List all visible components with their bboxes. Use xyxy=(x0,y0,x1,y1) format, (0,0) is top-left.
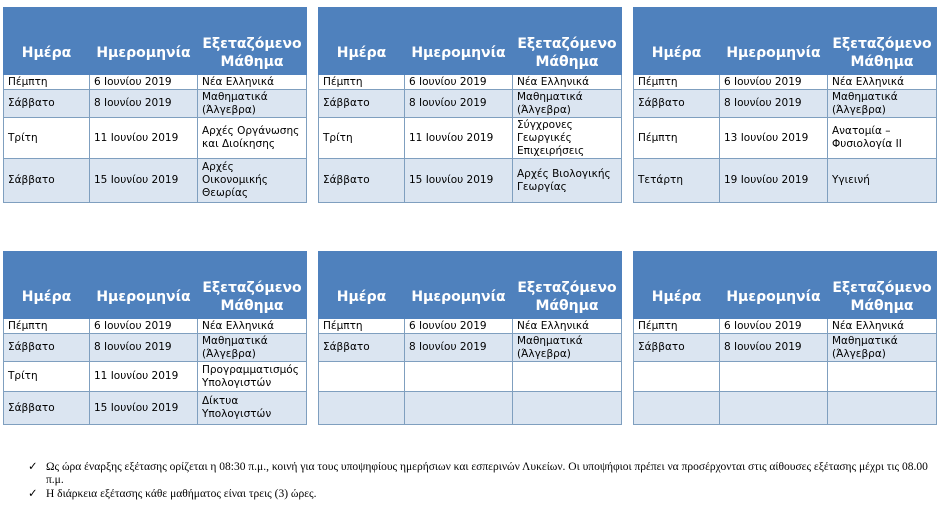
cell-date: 8 Ιουνίου 2019 xyxy=(405,334,513,362)
cell-date: 6 Ιουνίου 2019 xyxy=(405,75,513,90)
cell-day: Τρίτη xyxy=(319,118,405,159)
table-top-band xyxy=(634,8,937,32)
table-row xyxy=(4,362,307,392)
cell-day: Πέμπτη xyxy=(634,75,720,90)
cell-subject: Νέα Ελληνικά xyxy=(513,319,622,334)
cell-subject: Νέα Ελληνικά xyxy=(513,75,622,90)
table-row xyxy=(4,118,307,159)
column-header-subject: Εξεταζόμενο Μάθημα xyxy=(198,276,307,319)
cell-date: 11 Ιουνίου 2019 xyxy=(405,118,513,159)
cell-subject: Σύγχρονες Γεωργικές Επιχειρήσεις xyxy=(513,118,622,159)
cell-subject: Ανατομία – Φυσιολογία ΙΙ xyxy=(828,118,937,159)
table-top-band xyxy=(319,252,622,276)
cell-date xyxy=(405,392,513,425)
table-top-band xyxy=(319,8,622,32)
table-header-row xyxy=(634,276,937,319)
cell-date: 6 Ιουνίου 2019 xyxy=(90,319,198,334)
table-row xyxy=(634,75,937,90)
cell-day: Τρίτη xyxy=(4,118,90,159)
column-header-day: Ημέρα xyxy=(4,32,90,75)
cell-date: 15 Ιουνίου 2019 xyxy=(90,392,198,425)
table-row xyxy=(4,392,307,425)
cell-date: 6 Ιουνίου 2019 xyxy=(405,319,513,334)
cell-day: Τετάρτη xyxy=(634,159,720,203)
cell-subject: Αρχές Οργάνωσης και Διοίκησης xyxy=(198,118,307,159)
cell-date: 11 Ιουνίου 2019 xyxy=(90,362,198,392)
cell-date: 11 Ιουνίου 2019 xyxy=(90,118,198,159)
column-header-subject: Εξεταζόμενο Μάθημα xyxy=(828,32,937,75)
table-top-band xyxy=(4,252,307,276)
table-row xyxy=(634,392,937,425)
cell-subject: Υγιεινή xyxy=(828,159,937,203)
cell-date: 13 Ιουνίου 2019 xyxy=(720,118,828,159)
column-header-subject: Εξεταζόμενο Μάθημα xyxy=(513,32,622,75)
cell-day: Σάββατο xyxy=(4,90,90,118)
cell-day xyxy=(319,362,405,392)
table-top-band xyxy=(4,8,307,32)
cell-date: 8 Ιουνίου 2019 xyxy=(405,90,513,118)
cell-date: 8 Ιουνίου 2019 xyxy=(90,90,198,118)
column-header-date: Ημερομηνία xyxy=(90,32,198,75)
table-row xyxy=(319,334,622,362)
cell-date: 8 Ιουνίου 2019 xyxy=(720,90,828,118)
cell-day xyxy=(319,392,405,425)
cell-subject: Νέα Ελληνικά xyxy=(198,75,307,90)
cell-date: 6 Ιουνίου 2019 xyxy=(720,319,828,334)
cell-subject: Αρχές Βιολογικής Γεωργίας xyxy=(513,159,622,203)
cell-day: Τρίτη xyxy=(4,362,90,392)
checkmark-icon: ✓ xyxy=(28,488,38,500)
cell-date: 8 Ιουνίου 2019 xyxy=(90,334,198,362)
cell-date: 8 Ιουνίου 2019 xyxy=(720,334,828,362)
cell-day: Πέμπτη xyxy=(319,319,405,334)
cell-day: Σάββατο xyxy=(319,90,405,118)
table-row xyxy=(634,362,937,392)
note-item xyxy=(28,488,933,501)
table-row xyxy=(319,392,622,425)
cell-day: Σάββατο xyxy=(4,159,90,203)
table-top-band xyxy=(634,252,937,276)
cell-day: Σάββατο xyxy=(4,392,90,425)
cell-subject: Μαθηματικά (Άλγεβρα) xyxy=(828,90,937,118)
note-item xyxy=(28,461,933,487)
column-header-date: Ημερομηνία xyxy=(405,276,513,319)
table-row xyxy=(4,90,307,118)
cell-subject: Μαθηματικά (Άλγεβρα) xyxy=(513,334,622,362)
column-header-day: Ημέρα xyxy=(319,32,405,75)
cell-day: Σάββατο xyxy=(4,334,90,362)
cell-subject: Μαθηματικά (Άλγεβρα) xyxy=(198,334,307,362)
column-header-date: Ημερομηνία xyxy=(90,276,198,319)
table-row xyxy=(634,90,937,118)
table-row xyxy=(319,118,622,159)
cell-subject: Μαθηματικά (Άλγεβρα) xyxy=(198,90,307,118)
cell-date: 15 Ιουνίου 2019 xyxy=(405,159,513,203)
cell-date xyxy=(720,392,828,425)
cell-day xyxy=(634,362,720,392)
table-row xyxy=(319,362,622,392)
table-row xyxy=(634,334,937,362)
cell-date xyxy=(405,362,513,392)
cell-subject xyxy=(513,362,622,392)
cell-day: Σάββατο xyxy=(634,334,720,362)
cell-day: Πέμπτη xyxy=(634,118,720,159)
table-row xyxy=(634,159,937,203)
cell-date: 15 Ιουνίου 2019 xyxy=(90,159,198,203)
table-row xyxy=(319,319,622,334)
column-header-day: Ημέρα xyxy=(319,276,405,319)
column-header-subject: Εξεταζόμενο Μάθημα xyxy=(513,276,622,319)
cell-subject: Μαθηματικά (Άλγεβρα) xyxy=(513,90,622,118)
table-header-row xyxy=(4,276,307,319)
column-header-subject: Εξεταζόμενο Μάθημα xyxy=(198,32,307,75)
table-row xyxy=(634,319,937,334)
table-row xyxy=(4,334,307,362)
cell-subject: Μαθηματικά (Άλγεβρα) xyxy=(828,334,937,362)
note-text: Ως ώρα έναρξης εξέτασης ορίζεται η 08:30 π.μ., κοινή για τους υποψηφίους ημερήσιων και εσπερινών Λυκείων. Οι υποψήφιοι πρέπει να προσέρχονται στις αίθουσες εξέτασης μέχρι τις 08.00 π.μ. xyxy=(46,461,928,486)
exam-schedule-table-5 xyxy=(318,251,622,425)
cell-subject: Δίκτυα Υπολογιστών xyxy=(198,392,307,425)
cell-date: 6 Ιουνίου 2019 xyxy=(90,75,198,90)
cell-subject xyxy=(828,362,937,392)
cell-day: Σάββατο xyxy=(319,334,405,362)
checkmark-icon: ✓ xyxy=(28,461,38,473)
column-header-day: Ημέρα xyxy=(634,32,720,75)
column-header-date: Ημερομηνία xyxy=(405,32,513,75)
cell-day: Σάββατο xyxy=(634,90,720,118)
cell-subject xyxy=(513,392,622,425)
column-header-day: Ημέρα xyxy=(4,276,90,319)
table-row xyxy=(319,75,622,90)
cell-subject: Νέα Ελληνικά xyxy=(198,319,307,334)
cell-day: Πέμπτη xyxy=(4,75,90,90)
notes-section xyxy=(28,461,933,502)
cell-subject: Αρχές Οικονομικής Θεωρίας xyxy=(198,159,307,203)
column-header-subject: Εξεταζόμενο Μάθημα xyxy=(828,276,937,319)
exam-schedule-table-2 xyxy=(318,7,622,203)
table-row xyxy=(4,75,307,90)
cell-day: Σάββατο xyxy=(319,159,405,203)
cell-subject: Νέα Ελληνικά xyxy=(828,319,937,334)
note-text: Η διάρκεια εξέτασης κάθε μαθήματος είναι τρεις (3) ώρες. xyxy=(46,488,317,500)
cell-date: 19 Ιουνίου 2019 xyxy=(720,159,828,203)
cell-day xyxy=(634,392,720,425)
table-header-row xyxy=(634,32,937,75)
exam-schedule-table-6 xyxy=(633,251,937,425)
cell-date: 6 Ιουνίου 2019 xyxy=(720,75,828,90)
cell-day: Πέμπτη xyxy=(634,319,720,334)
cell-day: Πέμπτη xyxy=(319,75,405,90)
exam-schedule-table-1 xyxy=(3,7,307,203)
exam-schedule-table-4 xyxy=(3,251,307,425)
table-row xyxy=(4,159,307,203)
table-row xyxy=(4,319,307,334)
cell-date xyxy=(720,362,828,392)
cell-subject xyxy=(828,392,937,425)
column-header-day: Ημέρα xyxy=(634,276,720,319)
cell-subject: Νέα Ελληνικά xyxy=(828,75,937,90)
table-row xyxy=(634,118,937,159)
exam-schedule-table-3 xyxy=(633,7,937,203)
column-header-date: Ημερομηνία xyxy=(720,276,828,319)
table-header-row xyxy=(4,32,307,75)
table-row xyxy=(319,159,622,203)
cell-subject: Προγραμματισμός Υπολογιστών xyxy=(198,362,307,392)
cell-day: Πέμπτη xyxy=(4,319,90,334)
column-header-date: Ημερομηνία xyxy=(720,32,828,75)
table-header-row xyxy=(319,276,622,319)
table-row xyxy=(319,90,622,118)
table-header-row xyxy=(319,32,622,75)
